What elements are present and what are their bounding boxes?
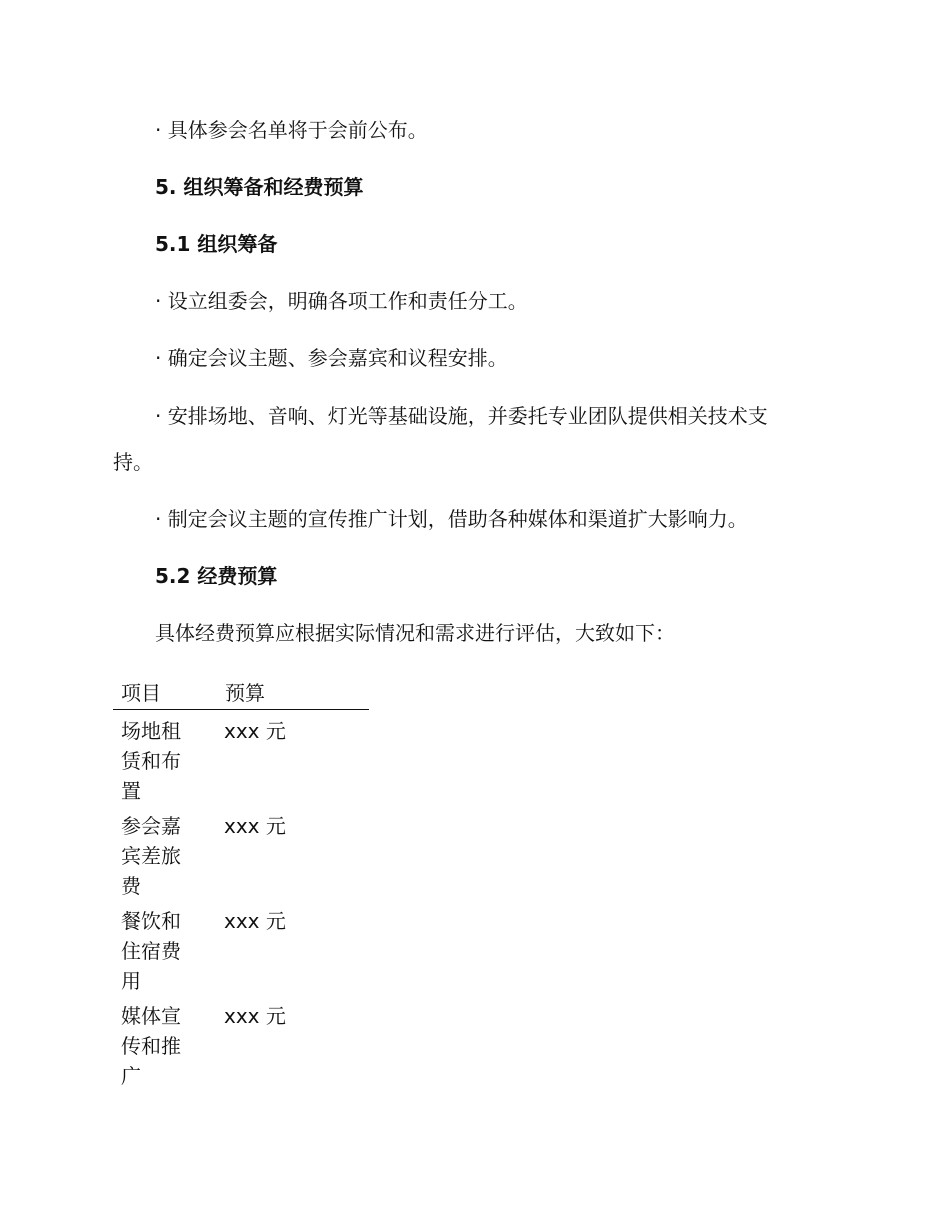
column-header-budget: 预算: [225, 681, 265, 705]
table-row: [113, 900, 369, 995]
table-header: [113, 678, 369, 710]
table-cell-item: 餐饮和住宿费用: [121, 909, 181, 993]
paragraph-budget-intro: 具体经费预算应根据实际情况和需求进行评估，大致如下：: [155, 621, 675, 645]
paragraph-venue-line2: 持。: [113, 450, 153, 474]
paragraph-committee: · 设立组委会，明确各项工作和责任分工。: [155, 289, 528, 313]
paragraph-theme: · 确定会议主题、参会嘉宾和议程安排。: [155, 346, 508, 370]
section-heading-5: 5. 组织筹备和经费预算: [155, 175, 364, 199]
paragraph-attendee-list: · 具体参会名单将于会前公布。: [155, 118, 428, 142]
section-heading-5-2: 5.2 经费预算: [155, 564, 278, 588]
table-row: [113, 995, 369, 1090]
paragraph-venue-line1: · 安排场地、音响、灯光等基础设施，并委托专业团队提供相关技术支: [155, 404, 768, 428]
table-row: [113, 710, 369, 805]
table-row: [113, 805, 369, 900]
budget-table: [113, 678, 369, 1090]
paragraph-promotion: · 制定会议主题的宣传推广计划，借助各种媒体和渠道扩大影响力。: [155, 507, 748, 531]
table-cell-item: 媒体宣传和推广: [121, 1004, 181, 1088]
table-cell-item: 场地租赁和布置: [121, 719, 181, 803]
table-cell-budget: xxx 元: [224, 719, 286, 743]
table-cell-budget: xxx 元: [224, 1004, 286, 1028]
table-cell-item: 参会嘉宾差旅费: [121, 814, 181, 898]
column-header-item: 项目: [121, 681, 161, 705]
table-cell-budget: xxx 元: [224, 814, 286, 838]
section-heading-5-1: 5.1 组织筹备: [155, 232, 278, 256]
table-cell-budget: xxx 元: [224, 909, 286, 933]
